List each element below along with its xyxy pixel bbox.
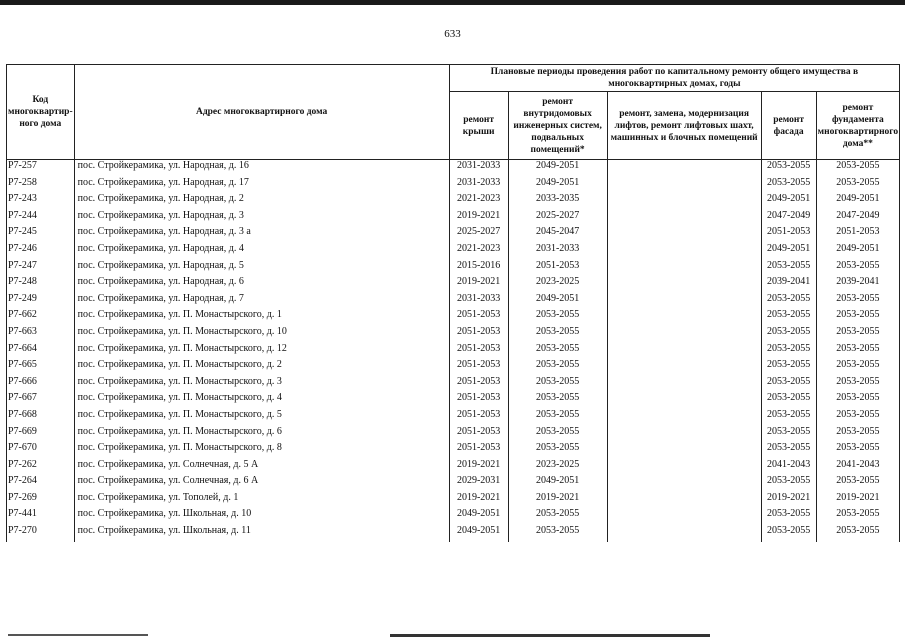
cell-elevators [607, 193, 761, 210]
cell-foundation: 2053-2055 [816, 309, 900, 326]
cell-roof: 2021-2023 [449, 193, 508, 210]
header-address: Адрес многоквартирного дома [74, 65, 449, 160]
cell-code: Р7-246 [7, 243, 75, 260]
cell-elevators [607, 210, 761, 227]
cell-engineering: 2049-2051 [508, 160, 607, 177]
cell-roof: 2019-2021 [449, 492, 508, 509]
cell-foundation: 2053-2055 [816, 326, 900, 343]
cell-address: пос. Стройкерамика, ул. Народная, д. 3 [74, 210, 449, 227]
cell-address: пос. Стройкерамика, ул. П. Монастырского, д. 8 [74, 442, 449, 459]
cell-foundation: 2051-2053 [816, 226, 900, 243]
cell-address: пос. Стройкерамика, ул. Народная, д. 5 [74, 260, 449, 277]
cell-engineering: 2031-2033 [508, 243, 607, 260]
cell-code: Р7-264 [7, 475, 75, 492]
cell-code: Р7-668 [7, 409, 75, 426]
table-row [7, 492, 900, 509]
cell-roof: 2051-2053 [449, 326, 508, 343]
cell-address: пос. Стройкерамика, ул. Народная, д. 2 [74, 193, 449, 210]
cell-elevators [607, 409, 761, 426]
cell-address: пос. Стройкерамика, ул. Народная, д. 16 [74, 160, 449, 177]
cell-elevators [607, 475, 761, 492]
cell-engineering: 2049-2051 [508, 177, 607, 194]
cell-elevators [607, 260, 761, 277]
cell-foundation: 2039-2041 [816, 276, 900, 293]
cell-foundation: 2053-2055 [816, 160, 900, 177]
cell-facade: 2019-2021 [761, 492, 816, 509]
cell-address: пос. Стройкерамика, ул. П. Монастырского, д. 5 [74, 409, 449, 426]
cell-roof: 2051-2053 [449, 359, 508, 376]
cell-foundation: 2053-2055 [816, 343, 900, 360]
page-number: 633 [444, 28, 461, 40]
cell-engineering: 2053-2055 [508, 359, 607, 376]
cell-address: пос. Стройкерамика, ул. П. Монастырского, д. 2 [74, 359, 449, 376]
cell-elevators [607, 343, 761, 360]
table-row [7, 293, 900, 310]
cell-code: Р7-666 [7, 376, 75, 393]
cell-address: пос. Стройкерамика, ул. Школьная, д. 11 [74, 525, 449, 542]
cell-roof: 2025-2027 [449, 226, 508, 243]
header-foundation: ремонт фундамента многоквартирного дома** [816, 92, 900, 160]
cell-foundation: 2053-2055 [816, 359, 900, 376]
cell-code: Р7-248 [7, 276, 75, 293]
table-row [7, 326, 900, 343]
cell-facade: 2041-2043 [761, 459, 816, 476]
cell-facade: 2053-2055 [761, 475, 816, 492]
cell-elevators [607, 525, 761, 542]
capital-repair-table [6, 64, 900, 542]
cell-elevators [607, 376, 761, 393]
cell-elevators [607, 177, 761, 194]
cell-elevators [607, 226, 761, 243]
cell-code: Р7-670 [7, 442, 75, 459]
cell-address: пос. Стройкерамика, ул. Тополей, д. 1 [74, 492, 449, 509]
table-row [7, 442, 900, 459]
cell-facade: 2051-2053 [761, 226, 816, 243]
cell-roof: 2015-2016 [449, 260, 508, 277]
table-row [7, 525, 900, 542]
cell-roof: 2049-2051 [449, 525, 508, 542]
cell-facade: 2053-2055 [761, 409, 816, 426]
cell-facade: 2053-2055 [761, 343, 816, 360]
cell-facade: 2053-2055 [761, 260, 816, 277]
cell-foundation: 2053-2055 [816, 293, 900, 310]
cell-roof: 2049-2051 [449, 508, 508, 525]
header-code: Код многоквартир-ного дома [7, 65, 75, 160]
cell-engineering: 2053-2055 [508, 376, 607, 393]
cell-code: Р7-269 [7, 492, 75, 509]
cell-engineering: 2045-2047 [508, 226, 607, 243]
cell-elevators [607, 442, 761, 459]
cell-code: Р7-270 [7, 525, 75, 542]
table-row [7, 475, 900, 492]
cell-foundation: 2053-2055 [816, 260, 900, 277]
cell-foundation: 2053-2055 [816, 426, 900, 443]
cell-address: пос. Стройкерамика, ул. Солнечная, д. 5 А [74, 459, 449, 476]
cell-facade: 2053-2055 [761, 426, 816, 443]
cell-code: Р7-244 [7, 210, 75, 227]
cell-code: Р7-669 [7, 426, 75, 443]
cell-foundation: 2049-2051 [816, 193, 900, 210]
cell-roof: 2031-2033 [449, 177, 508, 194]
cell-roof: 2031-2033 [449, 293, 508, 310]
cell-elevators [607, 426, 761, 443]
cell-code: Р7-262 [7, 459, 75, 476]
table-row [7, 359, 900, 376]
cell-code: Р7-664 [7, 343, 75, 360]
cell-address: пос. Стройкерамика, ул. Народная, д. 6 [74, 276, 449, 293]
table-row [7, 392, 900, 409]
bottom-rule-right [390, 634, 710, 637]
table-row [7, 177, 900, 194]
cell-facade: 2053-2055 [761, 160, 816, 177]
cell-foundation: 2053-2055 [816, 409, 900, 426]
table-row [7, 376, 900, 393]
cell-address: пос. Стройкерамика, ул. Народная, д. 7 [74, 293, 449, 310]
cell-elevators [607, 508, 761, 525]
cell-foundation: 2053-2055 [816, 177, 900, 194]
cell-elevators [607, 459, 761, 476]
table-row [7, 276, 900, 293]
cell-foundation: 2019-2021 [816, 492, 900, 509]
cell-elevators [607, 326, 761, 343]
cell-engineering: 2033-2035 [508, 193, 607, 210]
top-border [0, 0, 905, 5]
cell-engineering: 2049-2051 [508, 475, 607, 492]
table-row [7, 426, 900, 443]
cell-code: Р7-662 [7, 309, 75, 326]
cell-foundation: 2047-2049 [816, 210, 900, 227]
cell-code: Р7-257 [7, 160, 75, 177]
cell-engineering: 2023-2025 [508, 459, 607, 476]
cell-code: Р7-258 [7, 177, 75, 194]
cell-roof: 2019-2021 [449, 276, 508, 293]
cell-address: пос. Стройкерамика, ул. П. Монастырского, д. 1 [74, 309, 449, 326]
cell-roof: 2031-2033 [449, 160, 508, 177]
cell-roof: 2029-2031 [449, 475, 508, 492]
cell-roof: 2051-2053 [449, 409, 508, 426]
table-row [7, 508, 900, 525]
cell-address: пос. Стройкерамика, ул. Народная, д. 17 [74, 177, 449, 194]
header-elevators: ремонт, замена, модернизация лифтов, ремонт лифтовых шахт, машинных и блочных помещений [607, 92, 761, 160]
header-periods-group: Плановые периоды проведения работ по капитальному ремонту общего имущества в многоквартирных домах, годы [449, 65, 900, 92]
cell-foundation: 2053-2055 [816, 475, 900, 492]
cell-roof: 2051-2053 [449, 392, 508, 409]
bottom-rule-left [8, 634, 148, 636]
cell-engineering: 2049-2051 [508, 293, 607, 310]
cell-elevators [607, 392, 761, 409]
cell-roof: 2051-2053 [449, 376, 508, 393]
cell-address: пос. Стройкерамика, ул. П. Монастырского, д. 6 [74, 426, 449, 443]
cell-engineering: 2023-2025 [508, 276, 607, 293]
cell-code: Р7-243 [7, 193, 75, 210]
cell-address: пос. Стройкерамика, ул. Солнечная, д. 6 А [74, 475, 449, 492]
table-row [7, 160, 900, 177]
cell-facade: 2049-2051 [761, 243, 816, 260]
cell-facade: 2053-2055 [761, 309, 816, 326]
cell-engineering: 2053-2055 [508, 309, 607, 326]
cell-engineering: 2019-2021 [508, 492, 607, 509]
cell-roof: 2051-2053 [449, 442, 508, 459]
table-body [7, 160, 900, 542]
table-row [7, 260, 900, 277]
cell-facade: 2053-2055 [761, 376, 816, 393]
cell-engineering: 2053-2055 [508, 326, 607, 343]
cell-facade: 2053-2055 [761, 392, 816, 409]
header-engineering: ремонт внутридомовых инженерных систем, подвальных помещений* [508, 92, 607, 160]
cell-elevators [607, 160, 761, 177]
table-row [7, 409, 900, 426]
header-roof: ремонт крыши [449, 92, 508, 160]
cell-engineering: 2053-2055 [508, 343, 607, 360]
table-row [7, 243, 900, 260]
cell-facade: 2053-2055 [761, 508, 816, 525]
cell-code: Р7-667 [7, 392, 75, 409]
cell-roof: 2051-2053 [449, 343, 508, 360]
cell-facade: 2047-2049 [761, 210, 816, 227]
table-row [7, 459, 900, 476]
cell-facade: 2053-2055 [761, 525, 816, 542]
cell-foundation: 2053-2055 [816, 508, 900, 525]
cell-elevators [607, 492, 761, 509]
cell-engineering: 2053-2055 [508, 392, 607, 409]
cell-roof: 2021-2023 [449, 243, 508, 260]
cell-roof: 2019-2021 [449, 459, 508, 476]
cell-address: пос. Стройкерамика, ул. Школьная, д. 10 [74, 508, 449, 525]
cell-foundation: 2053-2055 [816, 376, 900, 393]
cell-address: пос. Стройкерамика, ул. П. Монастырского, д. 4 [74, 392, 449, 409]
cell-roof: 2051-2053 [449, 309, 508, 326]
cell-engineering: 2025-2027 [508, 210, 607, 227]
cell-facade: 2053-2055 [761, 442, 816, 459]
cell-address: пос. Стройкерамика, ул. Народная, д. 3 а [74, 226, 449, 243]
cell-code: Р7-245 [7, 226, 75, 243]
header-facade: ремонт фасада [761, 92, 816, 160]
cell-code: Р7-247 [7, 260, 75, 277]
cell-address: пос. Стройкерамика, ул. Народная, д. 4 [74, 243, 449, 260]
cell-engineering: 2053-2055 [508, 409, 607, 426]
cell-address: пос. Стройкерамика, ул. П. Монастырского, д. 10 [74, 326, 449, 343]
table-row [7, 226, 900, 243]
table-row [7, 210, 900, 227]
cell-elevators [607, 309, 761, 326]
cell-facade: 2053-2055 [761, 177, 816, 194]
cell-elevators [607, 293, 761, 310]
cell-elevators [607, 276, 761, 293]
cell-foundation: 2049-2051 [816, 243, 900, 260]
cell-roof: 2019-2021 [449, 210, 508, 227]
cell-engineering: 2053-2055 [508, 426, 607, 443]
cell-code: Р7-665 [7, 359, 75, 376]
table-row [7, 343, 900, 360]
cell-facade: 2039-2041 [761, 276, 816, 293]
cell-code: Р7-441 [7, 508, 75, 525]
cell-engineering: 2051-2053 [508, 260, 607, 277]
table-row [7, 193, 900, 210]
cell-address: пос. Стройкерамика, ул. П. Монастырского, д. 12 [74, 343, 449, 360]
cell-foundation: 2041-2043 [816, 459, 900, 476]
cell-foundation: 2053-2055 [816, 525, 900, 542]
cell-facade: 2053-2055 [761, 359, 816, 376]
cell-foundation: 2053-2055 [816, 392, 900, 409]
cell-engineering: 2053-2055 [508, 525, 607, 542]
cell-elevators [607, 359, 761, 376]
cell-engineering: 2053-2055 [508, 508, 607, 525]
cell-address: пос. Стройкерамика, ул. П. Монастырского, д. 3 [74, 376, 449, 393]
cell-roof: 2051-2053 [449, 426, 508, 443]
cell-facade: 2053-2055 [761, 293, 816, 310]
cell-facade: 2049-2051 [761, 193, 816, 210]
table-row [7, 309, 900, 326]
cell-engineering: 2053-2055 [508, 442, 607, 459]
cell-elevators [607, 243, 761, 260]
cell-code: Р7-249 [7, 293, 75, 310]
cell-code: Р7-663 [7, 326, 75, 343]
cell-facade: 2053-2055 [761, 326, 816, 343]
cell-foundation: 2053-2055 [816, 442, 900, 459]
